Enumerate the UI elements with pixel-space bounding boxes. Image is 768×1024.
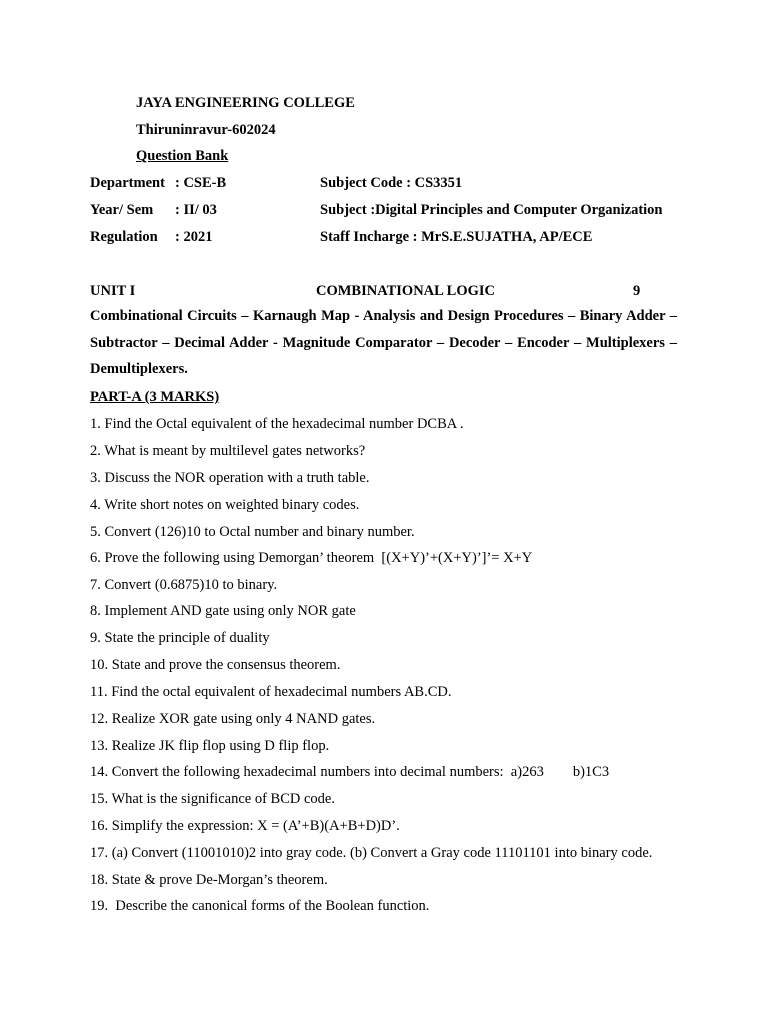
question-item: 18. State & prove De-Morgan’s theorem. [90, 872, 328, 888]
unit-hours: 9 [633, 283, 641, 299]
question-item: 16. Simplify the expression: X = (A’+B)(A+B+D)D’. [90, 818, 400, 834]
regulation-label: Regulation [90, 229, 158, 245]
department-label: Department [90, 175, 165, 191]
question-item: 5. Convert (126)10 to Octal number and binary number. [90, 524, 415, 540]
question-item: 13. Realize JK flip flop using D flip flop. [90, 738, 330, 754]
question-item: 9. State the principle of duality [90, 630, 270, 646]
question-item: 2. What is meant by multilevel gates networks? [90, 443, 366, 459]
year-value: : II/ 03 [175, 202, 217, 218]
college-name: JAYA ENGINEERING COLLEGE [136, 95, 355, 111]
question-item: 4. Write short notes on weighted binary codes. [90, 497, 360, 513]
question-item: 7. Convert (0.6875)10 to binary. [90, 577, 278, 593]
question-item: 6. Prove the following using Demorgan’ theorem [(X+Y)’+(X+Y)’]’= X+Y [90, 550, 533, 566]
subject-code: Subject Code : CS3351 [320, 175, 463, 191]
question-item: 15. What is the significance of BCD code. [90, 791, 335, 807]
question-item: 11. Find the octal equivalent of hexadecimal numbers AB.CD. [90, 684, 452, 700]
unit-syllabus: Combinational Circuits – Karnaugh Map - Analysis and Design Procedures – Binary Adder – Subtractor – Decimal Adder - Magnitude Comparator – Decoder – Encoder – Multiplexers – Demultiplexers. [90, 308, 677, 377]
part-a-heading: PART-A (3 MARKS) [90, 389, 220, 405]
college-address: Thiruninravur-602024 [136, 122, 276, 138]
question-item: 12. Realize XOR gate using only 4 NAND gates. [90, 711, 376, 727]
unit-title: COMBINATIONAL LOGIC [316, 283, 495, 299]
question-item: 17. (a) Convert (11001010)2 into gray code. (b) Convert a Gray code 11101101 into binary code. [90, 845, 653, 861]
question-item: 10. State and prove the consensus theorem. [90, 657, 341, 673]
question-item: 14. Convert the following hexadecimal numbers into decimal numbers: a)263 b)1C3 [90, 764, 610, 780]
question-item: 19. Describe the canonical forms of the Boolean function. [90, 898, 430, 914]
question-item: 8. Implement AND gate using only NOR gate [90, 603, 356, 619]
staff-incharge: Staff Incharge : MrS.E.SUJATHA, AP/ECE [320, 229, 593, 245]
unit-label: UNIT I [90, 283, 136, 299]
regulation-value: : 2021 [175, 229, 213, 245]
department-value: : CSE-B [175, 175, 227, 191]
question-item: 1. Find the Octal equivalent of the hexadecimal number DCBA . [90, 416, 464, 432]
subject-name: Subject :Digital Principles and Computer Organization [320, 202, 663, 218]
document-type: Question Bank [136, 148, 229, 164]
question-item: 3. Discuss the NOR operation with a truth table. [90, 470, 370, 486]
year-label: Year/ Sem [90, 202, 154, 218]
